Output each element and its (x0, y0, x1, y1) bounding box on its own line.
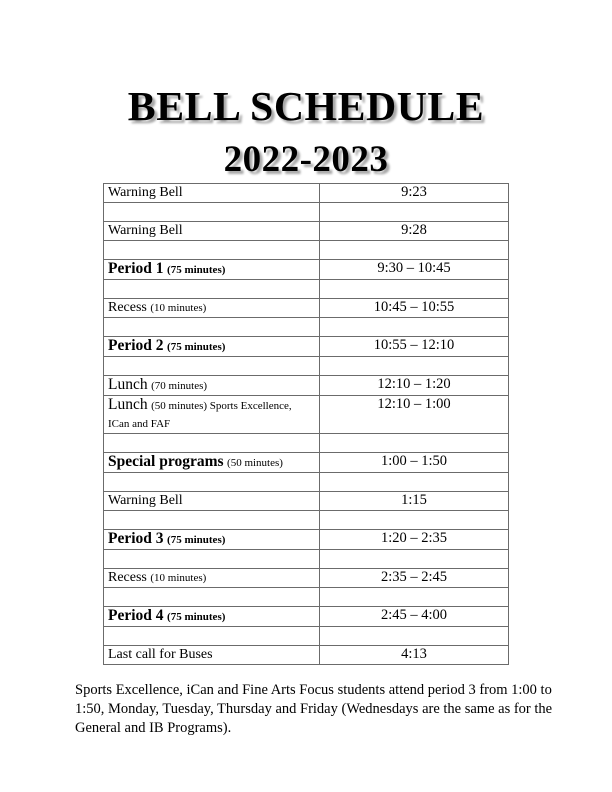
empty-cell (104, 203, 320, 222)
event-name: Lunch (108, 376, 148, 393)
spacer-row (104, 241, 509, 260)
empty-cell (104, 627, 320, 646)
spacer-row (104, 203, 509, 222)
empty-cell (104, 588, 320, 607)
empty-cell (104, 318, 320, 337)
school-year: 2022-2023 (223, 139, 389, 180)
event-label (104, 396, 320, 434)
document-title: BELL SCHEDULE (127, 83, 485, 129)
empty-cell (320, 434, 509, 453)
spacer-row (104, 588, 509, 607)
event-name: Special programs (108, 453, 224, 470)
table-row (104, 299, 509, 318)
duration-note: (10 minutes) (150, 572, 207, 584)
event-time: 1:00 – 1:50 (320, 453, 509, 473)
table-row (104, 184, 509, 203)
spacer-row (104, 280, 509, 299)
event-name: Period 4 (108, 607, 164, 624)
spacer-row (104, 511, 509, 530)
duration-note: (50 minutes) Sports Excellence, ICan and FAF (108, 400, 292, 430)
duration-note: (50 minutes) (227, 457, 283, 469)
empty-cell (320, 280, 509, 299)
event-name: Period 1 (108, 260, 164, 277)
spacer-row (104, 318, 509, 337)
empty-cell (320, 550, 509, 569)
table-row (104, 337, 509, 357)
table-row (104, 260, 509, 280)
event-label (104, 184, 320, 203)
empty-cell (104, 473, 320, 492)
duration-note: (75 minutes) (167, 341, 226, 353)
table-row (104, 492, 509, 511)
event-name: Recess (108, 570, 147, 585)
table-row (104, 396, 509, 434)
empty-cell (320, 473, 509, 492)
empty-cell (320, 588, 509, 607)
duration-note: (75 minutes) (167, 264, 226, 276)
table-row (104, 530, 509, 550)
event-label (104, 299, 320, 318)
spacer-row (104, 473, 509, 492)
table-row (104, 222, 509, 241)
empty-cell (320, 203, 509, 222)
spacer-row (104, 627, 509, 646)
event-label (104, 453, 320, 473)
empty-cell (320, 627, 509, 646)
empty-cell (104, 434, 320, 453)
empty-cell (320, 241, 509, 260)
event-label (104, 337, 320, 357)
event-label (104, 607, 320, 627)
event-label (104, 530, 320, 550)
spacer-row (104, 357, 509, 376)
event-label (104, 376, 320, 396)
empty-cell (320, 357, 509, 376)
duration-note: (75 minutes) (167, 534, 226, 546)
event-label (104, 260, 320, 280)
event-time: 12:10 – 1:00 (320, 396, 509, 434)
event-name: Period 3 (108, 530, 164, 547)
event-label (104, 569, 320, 588)
event-time: 10:45 – 10:55 (320, 299, 509, 318)
event-time: 1:20 – 2:35 (320, 530, 509, 550)
empty-cell (104, 241, 320, 260)
empty-cell (104, 280, 320, 299)
empty-cell (320, 511, 509, 530)
event-time: 2:45 – 4:00 (320, 607, 509, 627)
table-row (104, 453, 509, 473)
table-row (104, 646, 509, 665)
duration-note: (70 minutes) (151, 380, 208, 392)
bell-schedule-table (103, 183, 509, 665)
empty-cell (104, 550, 320, 569)
event-time: 12:10 – 1:20 (320, 376, 509, 396)
event-time: 9:28 (320, 222, 509, 241)
event-name: Last call for Buses (108, 647, 213, 662)
table-row (104, 376, 509, 396)
spacer-row (104, 550, 509, 569)
empty-cell (320, 318, 509, 337)
table-row (104, 607, 509, 627)
event-name: Period 2 (108, 337, 164, 354)
event-name: Recess (108, 300, 147, 315)
duration-note: (75 minutes) (167, 611, 226, 623)
event-label (104, 222, 320, 241)
event-name: Warning Bell (108, 223, 183, 238)
event-time: 1:15 (320, 492, 509, 511)
event-name: Warning Bell (108, 185, 183, 200)
event-label (104, 492, 320, 511)
event-time: 9:23 (320, 184, 509, 203)
event-time: 2:35 – 2:45 (320, 569, 509, 588)
table-row (104, 569, 509, 588)
event-name: Lunch (108, 396, 148, 413)
empty-cell (104, 511, 320, 530)
duration-note: (10 minutes) (150, 302, 207, 314)
program-note: Sports Excellence, iCan and Fine Arts Focus students attend period 3 from 1:00 to 1:50, Monday, Tuesday, Thursday and Friday (Wednesdays are the same as for the General and IB Programs). (75, 682, 553, 736)
empty-cell (104, 357, 320, 376)
event-time: 9:30 – 10:45 (320, 260, 509, 280)
spacer-row (104, 434, 509, 453)
event-name: Warning Bell (108, 493, 183, 508)
event-time: 10:55 – 12:10 (320, 337, 509, 357)
event-label (104, 646, 320, 665)
event-time: 4:13 (320, 646, 509, 665)
